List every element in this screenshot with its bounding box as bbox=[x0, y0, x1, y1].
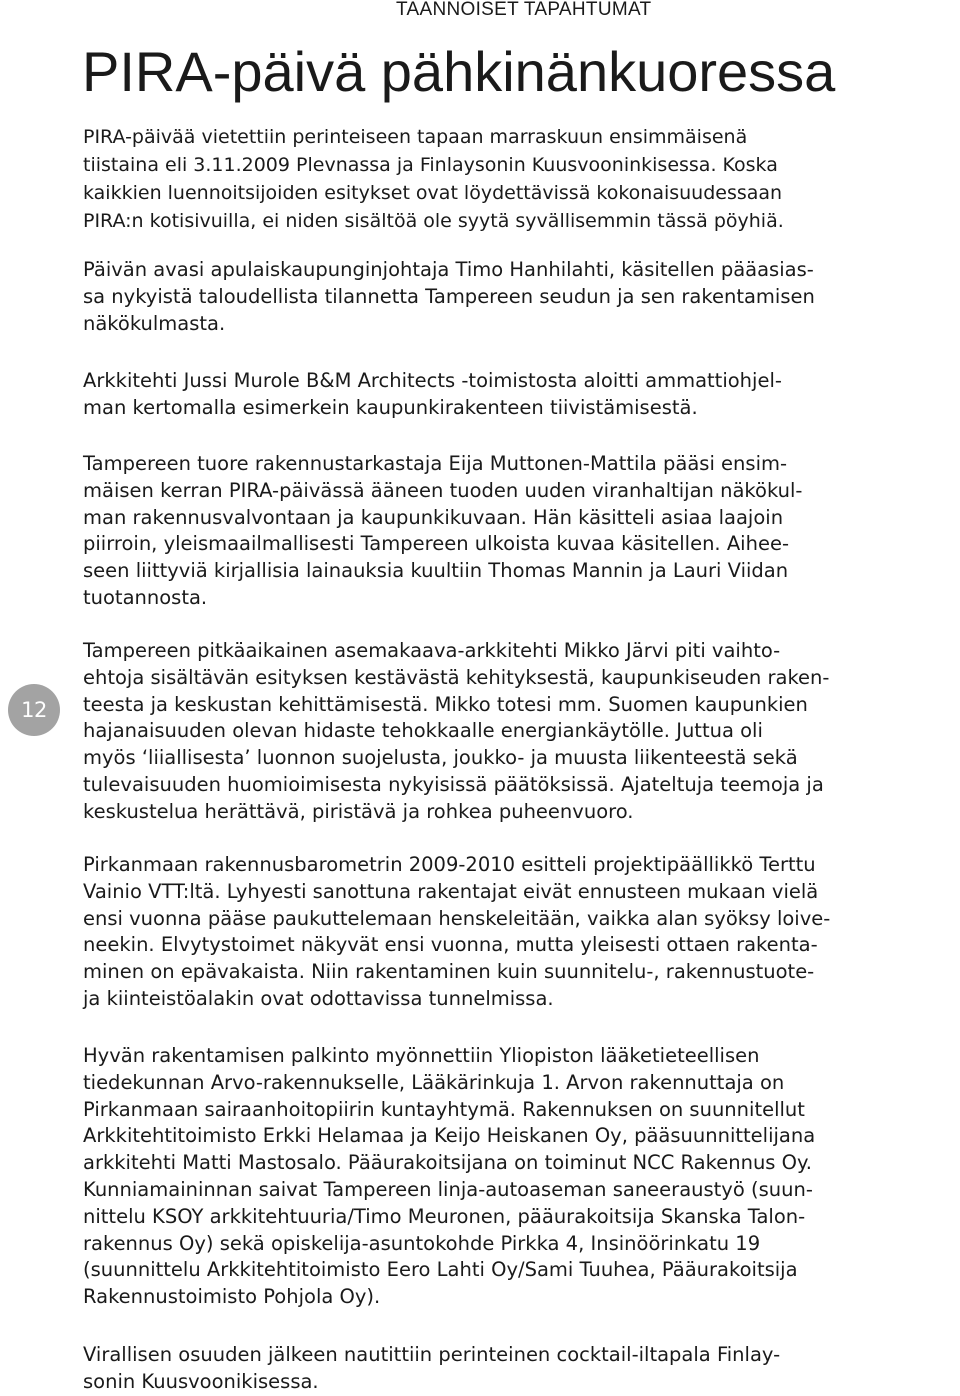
paragraph-line: rakennus Oy) sekä opiskelija-asuntokohde Pirkka 4, Insinöörinkatu 19 bbox=[83, 1231, 761, 1255]
paragraph-line: sonin Kuusvoonikisessa. bbox=[83, 1369, 319, 1393]
section-label: TAANNOISET TAPAHTUMAT bbox=[396, 0, 652, 20]
paragraph-line: minen on epävakaista. Niin rakentaminen kuin suunnitelu-, rakennustuote- bbox=[83, 960, 815, 984]
intro-line: PIRA-päivää vietettiin perinteiseen tapaan marraskuun ensimmäisenä bbox=[83, 126, 748, 148]
paragraph-line: neekin. Elvytystoimet näkyvät ensi vuonna, mutta yleisesti ottaen rakenta- bbox=[83, 933, 818, 957]
paragraph-line: Kunniamaininnan saivat Tampereen linja-autoaseman saneeraustyö (suun- bbox=[83, 1177, 813, 1201]
paragraph-line: Arkkitehtitoimisto Erkki Helamaa ja Keijo Heiskanen Oy, pääsuunnittelijana bbox=[83, 1124, 816, 1148]
paragraph-line: man rakennusvalvontaan ja kaupunkikuvaan. Hän käsitteli asiaa laajoin bbox=[83, 505, 784, 529]
paragraph-line: Virallisen osuuden jälkeen nautittiin perinteinen cocktail-iltapala Finlay- bbox=[83, 1343, 781, 1366]
paragraph-line: keskustelua herättävä, piristävä ja rohkea puheenvuoro. bbox=[83, 799, 634, 823]
paragraph-line: Vainio VTT:ltä. Lyhyesti sanottuna rakentajat eivät ennusteen mukaan vielä bbox=[83, 879, 819, 903]
paragraph-line: mäisen kerran PIRA-päivässä ääneen tuoden uuden viranhaltijan näkökul- bbox=[83, 478, 803, 502]
intro-line: tiistaina eli 3.11.2009 Plevnassa ja Finlaysonin Kuusvooninkisessa. Koska bbox=[83, 154, 778, 176]
paragraph-murole bbox=[83, 368, 955, 422]
paragraph-opening bbox=[83, 257, 955, 337]
page-number: 12 bbox=[21, 697, 47, 722]
paragraph-line: hajanaisuuden olevan hidaste tehokkaalle energiankäytölle. Juttua oli bbox=[83, 719, 763, 743]
paragraph-line: teesta ja keskustan kehittämisestä. Mikko totesi mm. Suomen kaupunkien bbox=[83, 692, 808, 716]
paragraph-line: tuotannosta. bbox=[83, 585, 208, 609]
intro-line: kaikkien luennoitsijoiden esitykset ovat löydettävissä kokonaisuudessaan bbox=[83, 182, 783, 204]
paragraph-line: Päivän avasi apulaiskaupunginjohtaja Timo Hanhilahti, käsitellen pääasias- bbox=[83, 258, 814, 281]
paragraph-line: näkökulmasta. bbox=[83, 311, 226, 335]
paragraph-award bbox=[83, 1043, 955, 1311]
paragraph-line: ehtoja sisältävän esityksen kestävästä kehityksestä, kaupunkiseuden raken- bbox=[83, 665, 830, 689]
paragraph-line: Pirkanmaan rakennusbarometrin 2009-2010 esitteli projektipäällikkö Terttu bbox=[83, 853, 816, 876]
paragraph-barometer bbox=[83, 852, 955, 1013]
paragraph-line: Tampereen tuore rakennustarkastaja Eija Muttonen-Mattila pääsi ensim- bbox=[83, 452, 788, 475]
paragraph-line: nittelu KSOY arkkitehtuuria/Timo Meuronen, pääurakoitsija Skanska Talon- bbox=[83, 1204, 806, 1228]
paragraph-line: Rakennustoimisto Pohjola Oy). bbox=[83, 1285, 381, 1309]
paragraph-line: ensi vuonna pääse paukuttelemaan henskeleitään, vaikka alan syöksy loive- bbox=[83, 906, 831, 930]
paragraph-line: myös ‘liiallisesta’ luonnon suojelusta, joukko- ja muusta liikenteestä sekä bbox=[83, 746, 798, 770]
paragraph-line: Pirkanmaan sairaanhoitopiirin kuntayhtymä. Rakennuksen on suunnitellut bbox=[83, 1097, 805, 1121]
paragraph-line: Arkkitehti Jussi Murole B&M Architects -toimistosta aloitti ammattiohjel- bbox=[83, 369, 782, 392]
page-number-badge bbox=[8, 684, 60, 736]
paragraph-jarvi bbox=[83, 638, 955, 826]
paragraph-line: Tampereen pitkäaikainen asemakaava-arkkitehti Mikko Järvi piti vaihto- bbox=[83, 639, 781, 662]
intro-paragraph bbox=[83, 123, 953, 235]
paragraph-line: sa nykyistä taloudellista tilannetta Tampereen seudun ja sen rakentamisen bbox=[83, 284, 815, 308]
paragraph-line: piirroin, yleismaailmallisesti Tampereen ulkoista kuvaa käsitellen. Aihee- bbox=[83, 532, 789, 556]
paragraph-line: seen liittyviä kirjallisia lainauksia kuultiin Thomas Mannin ja Lauri Viidan bbox=[83, 559, 789, 583]
paragraph-muttonen bbox=[83, 451, 955, 612]
paragraph-line: ja kiinteistöalakin ovat odottavissa tunnelmissa. bbox=[83, 986, 554, 1010]
paragraph-line: (suunnittelu Arkkitehtitoimisto Eero Lahti Oy/Sami Tuuhea, Pääurakoitsija bbox=[83, 1258, 798, 1282]
paragraph-line: man kertomalla esimerkein kaupunkirakenteen tiivistämisestä. bbox=[83, 395, 698, 419]
paragraph-line: tiedekunnan Arvo-rakennukselle, Lääkärinkuja 1. Arvon rakennuttaja on bbox=[83, 1070, 785, 1094]
paragraph-line: tulevaisuuden huomioimisesta nykyisissä päätöksissä. Ajateltuja teemoja ja bbox=[83, 772, 824, 796]
page-title: PIRA-päivä pähkinänkuoressa bbox=[82, 40, 836, 103]
paragraph-closing bbox=[83, 1342, 955, 1396]
paragraph-line: arkkitehti Matti Mastosalo. Pääurakoitsijana on toiminut NCC Rakennus Oy. bbox=[83, 1151, 812, 1175]
intro-line: PIRA:n kotisivuilla, ei niden sisältöä ole syytä syvällisemmin tässä pöyhiä. bbox=[83, 210, 784, 232]
paragraph-line: Hyvän rakentamisen palkinto myönnettiin Yliopiston lääketieteellisen bbox=[83, 1044, 760, 1067]
